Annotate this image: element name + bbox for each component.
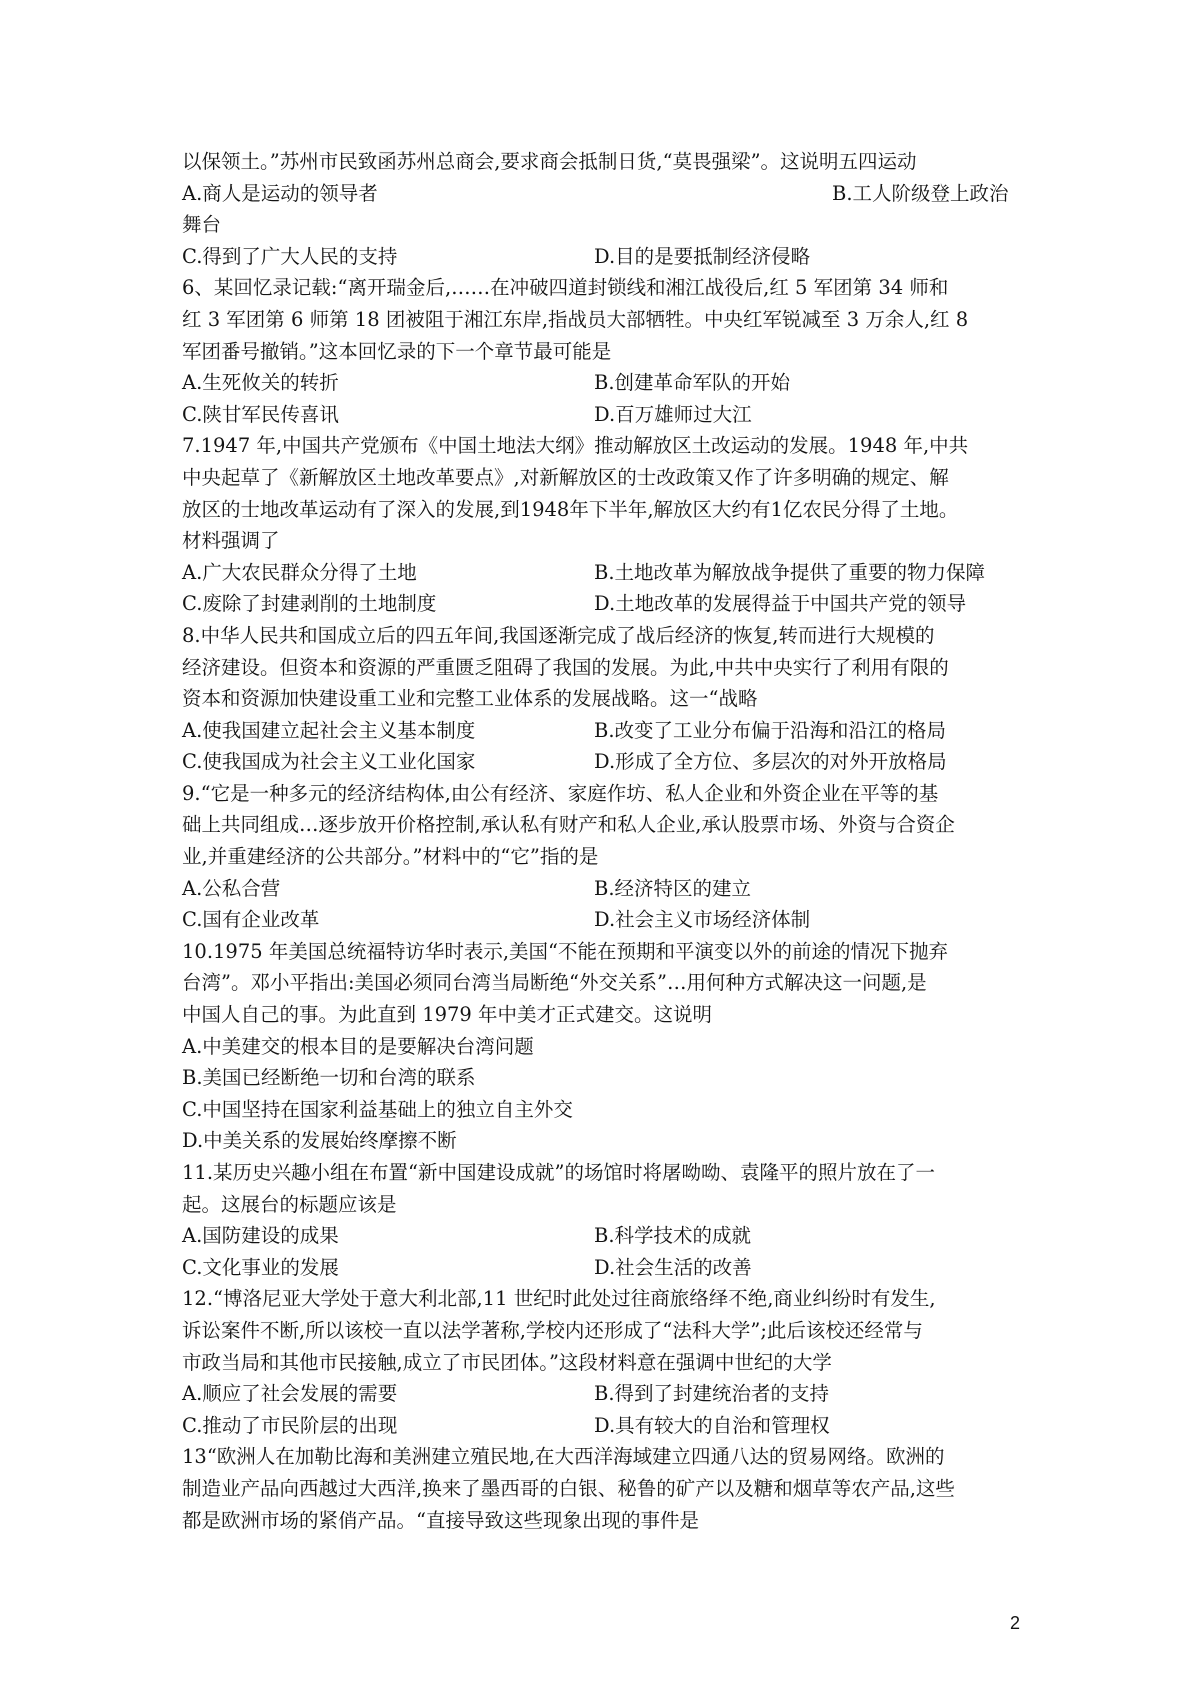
question-6-options-row-2 [182,399,1037,431]
question-6-options-row-1 [182,367,1037,399]
question-5-options-row-1 [182,178,1037,210]
question-7-stem-line: 放区的士地改革运动有了深入的发展,到1948年下半年,解放区大约有1亿农民分得了土地。 [182,497,959,521]
option-c: C.废除了封建剥削的土地制度 [182,592,437,616]
question-7-stem-line: 中央起草了《新解放区土地改革要点》,对新解放区的士改政策又作了许多明确的规定、解 [182,465,949,489]
option-a: A.公私合营 [182,876,281,900]
option-a: A.国防建设的成果 [182,1224,339,1248]
option-d: D.具有较大的自治和管理权 [594,1413,830,1437]
question-7-options-row-2 [182,588,1037,620]
question-11-options-row-1 [182,1220,1037,1252]
option-c: C.国有企业改革 [182,908,320,932]
question-8-stem-line: 8.中华人民共和国成立后的四五年间,我国逐渐完成了战后经济的恢复,转而进行大规模的 [182,623,935,647]
question-6-stem-line: 军团番号撤销。”这本回忆录的下一个章节最可能是 [182,339,612,363]
question-9-options-row-2 [182,904,1037,936]
question-12-stem-line: 12.“博洛尼亚大学处于意大利北部,11 世纪时此处过往商旅络绎不绝,商业纠纷时有发生, [182,1287,936,1311]
option-d: D.社会主义市场经济体制 [594,908,811,932]
question-10-stem-line: 中国人自己的事。为此直到 1979 年中美才正式建交。这说明 [182,1003,713,1027]
question-13-stem-line: 13“欧洲人在加勒比海和美洲建立殖民地,在大西洋海域建立四通八达的贸易网络。欧洲的 [182,1445,945,1469]
question-9-stem-line: 础上共同组成…逐步放开价格控制,承认私有财产和私人企业,承认股票市场、外资与合资企 [182,813,955,837]
question-10-stem-line: 10.1975 年美国总统福特访华时表示,美国“不能在预期和平演变以外的前途的情况下抛弃 [182,939,949,963]
option-c: C.文化事业的发展 [182,1255,339,1279]
question-13-stem-line: 都是欧洲市场的紧俏产品。“直接导致这些现象出现的事件是 [182,1508,699,1532]
option-d: D.社会生活的改善 [594,1255,752,1279]
question-8-options-row-2 [182,746,1037,778]
question-8-stem-line: 资本和资源加快建设重工业和完整工业体系的发展战略。这一“战略 [182,687,758,711]
question-13-stem-line: 制造业产品向西越过大西洋,换来了墨西哥的白银、秘鲁的矿产以及糖和烟草等农产品,这些 [182,1476,955,1500]
option-a: A.使我国建立起社会主义基本制度 [182,718,476,742]
option-b: B.科学技术的成就 [594,1224,752,1248]
option-c: C.得到了广大人民的支持 [182,244,398,268]
option-a: A.顺应了社会发展的需要 [182,1382,398,1406]
question-5-options-row-2 [182,241,1037,273]
question-5-stem: 以保领土。”苏州市民致函苏州总商会,要求商会抵制日货,“莫畏强梁”。这说明五四运动 [182,150,917,173]
option-a: A.商人是运动的领导者 [182,181,378,205]
option-a: A.广大农民群众分得了土地 [182,560,417,584]
option-c: C.使我国成为社会主义工业化国家 [182,750,476,774]
question-12-options-row-2 [182,1410,1037,1442]
option-d: D.百万雄师过大江 [594,402,752,426]
question-7-options-row-1 [182,557,1037,589]
option-a: A.中美建交的根本目的是要解决台湾问题 [182,1034,534,1058]
question-12-options-row-1 [182,1378,1037,1410]
option-a: A.生死攸关的转折 [182,371,339,395]
question-8-options-row-1 [182,715,1037,747]
question-12-stem-line: 诉讼案件不断,所以该校一直以法学著称,学校内还形成了“法科大学”;此后该校还经常与 [182,1318,923,1342]
option-b: B.改变了工业分布偏于沿海和沿江的格局 [594,718,947,742]
question-11-stem-line: 起。这展台的标题应该是 [182,1192,397,1216]
question-11-options-row-2 [182,1252,1037,1284]
question-7-stem-line: 材料强调了 [182,529,280,553]
option-d: D.土地改革的发展得益于中国共产党的领导 [594,592,967,616]
question-9-options-row-1 [182,873,1037,905]
question-6-stem-line: 6、某回忆录记载:“离开瑞金后,……在冲破四道封锁线和湘江战役后,红 5 军团第 34 师和 [182,276,949,300]
option-d: D.中美关系的发展始终摩擦不断 [182,1129,457,1153]
question-8-stem-line: 经济建设。但资本和资源的严重匮乏阻碍了我国的发展。为此,中共中央实行了利用有限的 [182,655,949,679]
option-d: D.目的是要抵制经济侵略 [594,244,811,268]
option-c: C.中国坚持在国家利益基础上的独立自主外交 [182,1097,573,1121]
question-list [182,146,1037,1536]
question-9-stem-line: 9.“它是一种多元的经济结构体,由公有经济、家庭作坊、私人企业和外资企业在平等的基 [182,781,939,805]
option-b: B.经济特区的建立 [594,876,752,900]
question-11-stem-line: 11.某历史兴趣小组在布置“新中国建设成就”的场馆时将屠呦呦、袁隆平的照片放在了一 [182,1161,935,1184]
option-c: C.陕甘军民传喜讯 [182,402,339,426]
question-6-stem-line: 红 3 军团第 6 师第 18 团被阻于湘江东岸,指战员大部牺牲。中央红军锐减至 3 万余人,红 8 [182,307,969,331]
option-d: D.形成了全方位、多层次的对外开放格局 [594,750,947,774]
option-b-continuation: 舞台 [182,213,222,237]
question-10-stem-line: 台湾”。邓小平指出:美国必须同台湾当局断绝“外交关系”…用何种方式解决这一问题,是 [182,971,927,995]
page-number: 2 [1010,1613,1021,1633]
option-b: B.土地改革为解放战争提供了重要的物力保障 [594,560,986,584]
option-b: B.得到了封建统治者的支持 [594,1382,830,1406]
option-b: B.创建革命军队的开始 [594,371,791,395]
question-9-stem-line: 业,并重建经济的公共部分。”材料中的“它”指的是 [182,845,599,869]
question-12-stem-line: 市政当局和其他市民接触,成立了市民团体。”这段材料意在强调中世纪的大学 [182,1350,832,1374]
option-b: B.美国已经断绝一切和台湾的联系 [182,1066,476,1090]
question-7-stem-line: 7.1947 年,中国共产党颁布《中国土地法大纲》推动解放区土改运动的发展。1948 年,中共 [182,434,969,458]
option-c: C.推动了市民阶层的出现 [182,1413,398,1437]
option-b: B.工人阶级登上政治 [832,181,1009,205]
